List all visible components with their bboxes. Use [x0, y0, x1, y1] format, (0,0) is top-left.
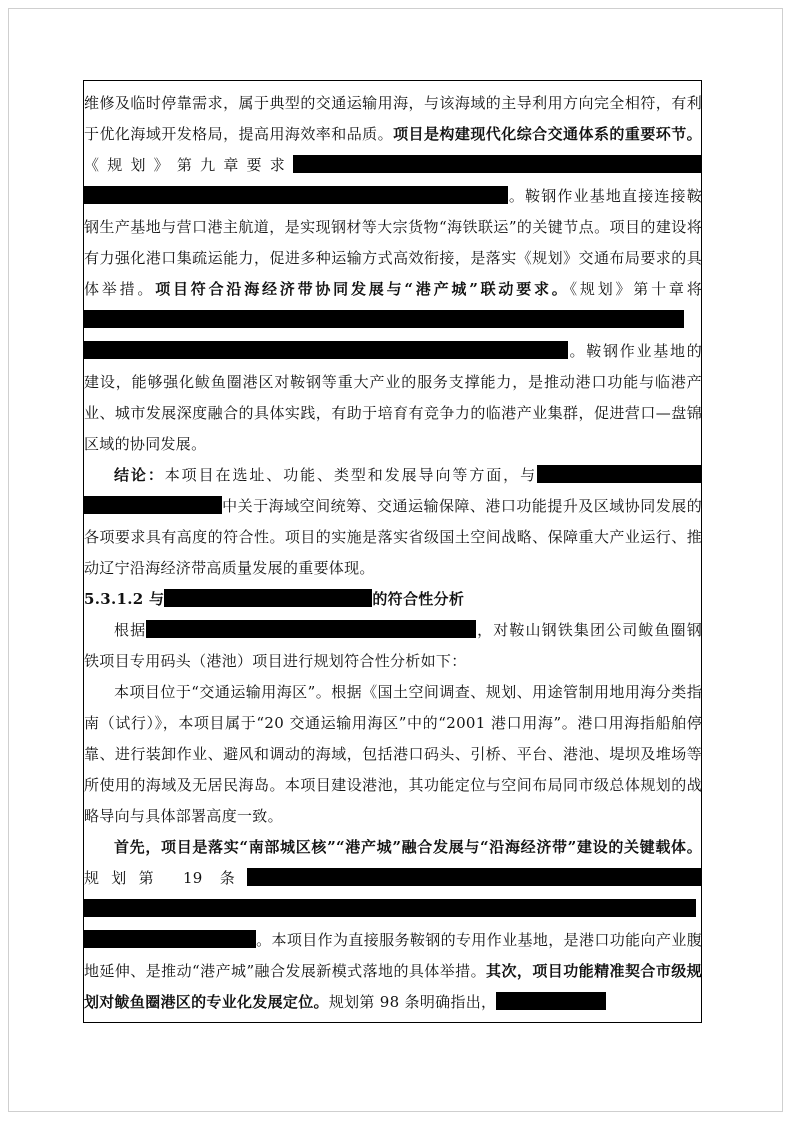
text: 规划第 19 条: [84, 869, 247, 887]
text: 根据: [114, 621, 147, 639]
redaction-block: [146, 620, 476, 638]
paragraph-1: [84, 88, 702, 460]
redaction-block: [84, 341, 568, 359]
paragraph-analysis: [84, 832, 702, 1018]
paragraph-conclusion: [84, 460, 702, 584]
text: 本项目在选址、功能、类型和发展导向等方面，与: [164, 466, 537, 484]
text: 。鞍钢作业基地的建设，能够强化鲅鱼圈港区对鞍钢等重大产业的服务支撑能力，是推动港口功能与临港产业、城市发展深度融合的具体实践，有助于培育有竞争力的临港产业集群，促进营口—盘锦区域的协同发展。: [84, 342, 702, 453]
text: 规划第 98 条明确指出，: [328, 993, 497, 1011]
bold-text: 结论：: [114, 466, 165, 484]
redaction-block: [84, 496, 222, 514]
text: 本项目位于“交通运输用海区”。根据《国土空间调查、规划、用途管制用地用海分类指南（试行）》，本项目属于“20 交通运输用海区”中的“2001 港口用海”。港口用海指船舶停靠、进行装卸作业、避风和调动的海域，包括港口码头、引桥、平台、港池、堤坝及堆场等所使用的海域及无居民海岛。本项目建设港池，其功能定位与空间布局同市级总体规划的战略导向与具体部署高度一致。: [84, 683, 702, 825]
bold-text: 其次，项目功能精准契合市级规划对鲅鱼圈港区的专业化发展定位。: [84, 962, 702, 1011]
redaction-block: [84, 310, 684, 328]
redaction-block: [84, 899, 696, 917]
bold-text: 项目是构建现代化综合交通体系的重要环节。: [393, 125, 702, 143]
section-heading: [84, 584, 702, 615]
redaction-block: [84, 186, 508, 204]
text: 。鞍钢作业基地直接连接鞍钢生产基地与营口港主航道，是实现钢材等大宗货物“海铁联运”的关键节点。项目的建设将有力强化港口集疏运能力，促进多种运输方式高效衔接，是落实《规划》交通布局要求的具体举措。: [84, 187, 702, 298]
text: 中关于海域空间统筹、交通运输保障、港口功能提升及区域协同发展的各项要求具有高度的符合性。项目的实施是落实省级国土空间战略、保障重大产业运行、推动辽宁沿海经济带高质量发展的重要体现。: [84, 497, 702, 577]
redaction-block: [537, 465, 702, 483]
document-body: [84, 88, 702, 1018]
bold-text: 项目符合沿海经济带协同发展与“港产城”联动要求。: [155, 280, 570, 298]
paragraph-basis: [84, 615, 702, 677]
paragraph-classification: [84, 677, 702, 832]
text: 。本项目作为直接服务鞍钢的专用作业基地，是港口功能向产业腹地延伸、是推动“港产城”融合发展新模式落地的具体举措。: [84, 931, 702, 980]
bold-text: 首先，项目是落实“南部城区核”“港产城”融合发展与“沿海经济带”建设的关键载体。: [114, 838, 702, 856]
redaction-block: [247, 868, 702, 886]
heading-text: 的符合性分析: [372, 590, 465, 608]
text: 维修及临时停靠需求，属于典型的交通运输用海，与该海域的主导利用方向完全相符，有利于优化海域开发格局，提高用海效率和品质。: [84, 94, 702, 143]
text: 《规划》第九章要求: [84, 156, 293, 174]
redaction-block: [496, 992, 606, 1010]
heading-number: 5.3.1.2 与: [84, 590, 165, 608]
redaction-block: [164, 589, 372, 607]
text: ，对鞍山钢铁集团公司鲅鱼圈钢铁项目专用码头（港池）项目进行规划符合性分析如下：: [84, 621, 702, 670]
redaction-block: [84, 930, 256, 948]
redaction-block: [293, 155, 702, 173]
text: 《规划》第十章将: [569, 280, 702, 298]
